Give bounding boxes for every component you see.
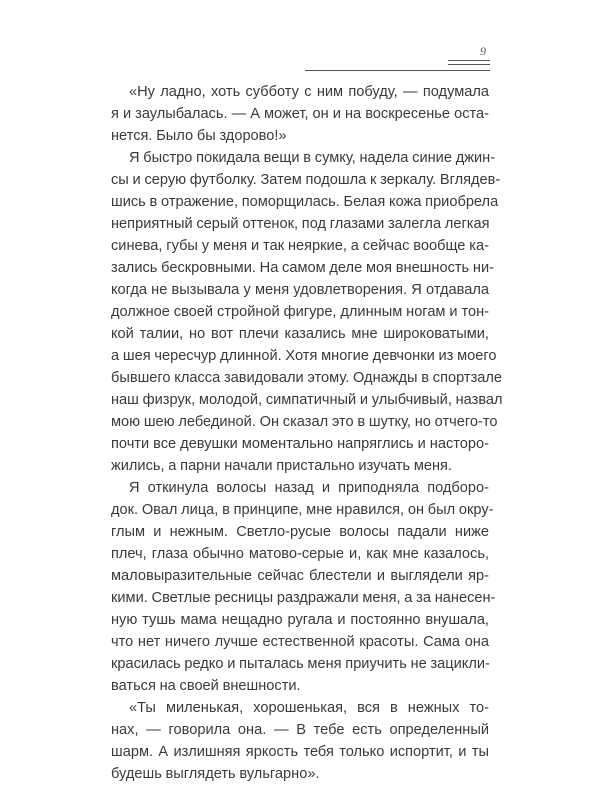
text-line: должное своей стройной фигуре, длинным ногам и тон-	[111, 304, 489, 320]
text-line: будешь выглядеть вульгарно».	[111, 766, 320, 782]
page-number: 9	[480, 44, 486, 58]
text-line: почти все девушки моментально напряглись и насторо-	[111, 436, 489, 452]
text-line: глым и нежным. Светло-русые волосы падали ниже	[111, 524, 489, 540]
text-line: кой талии, но вот плечи казались мне широковатыми,	[111, 326, 489, 342]
text-line: маловыразительные сейчас блестели и выглядели яр-	[111, 568, 489, 584]
text-line: Я откинула волосы назад и приподняла подборо-	[129, 480, 489, 496]
header-rule-1	[448, 60, 490, 61]
text-line: что нет ничего лучше естественной красоты. Сама она	[111, 634, 489, 650]
text-line: я и заулыбалась. — А может, он и на воскресенье оста-	[111, 106, 489, 122]
text-line: неприятный серый оттенок, под глазами залегла легкая	[111, 216, 490, 232]
body-text	[111, 81, 503, 785]
paragraph	[111, 147, 503, 477]
text-line: красилась редко и пыталась меня приучить не зацикли-	[111, 656, 490, 672]
text-line: шарм. А излишняя яркость тебя только испортит, и ты	[111, 744, 489, 760]
text-line: когда не вызывала у меня удовлетворения. Я отдавала	[111, 282, 489, 298]
text-line: док. Овал лица, в принципе, мне нравился, он был окру-	[111, 502, 494, 518]
text-line: синева, губы у меня и так неяркие, а сейчас вообще ка-	[111, 238, 489, 254]
text-line: нах, — говорила она. — В тебе есть определенный	[111, 722, 489, 738]
text-line: наш физрук, молодой, симпатичный и улыбчивый, назвал	[111, 392, 503, 408]
paragraph	[111, 477, 496, 697]
text-line: «Ну ладно, хоть субботу с ним побуду, — подумала	[129, 84, 489, 100]
paragraph	[111, 81, 489, 147]
text-line: сы и серую футболку. Затем подошла к зеркалу. Вглядев-	[111, 172, 501, 188]
text-line: жились, а парни начали пристально изучать меня.	[111, 458, 452, 474]
header-rule-2	[448, 64, 490, 65]
header-rule-3	[305, 70, 490, 71]
text-line: нется. Было бы здорово!»	[111, 128, 287, 144]
text-line: плеч, глаза обычно матово-серые и, как мне казалось,	[111, 546, 489, 562]
paragraph	[111, 697, 489, 785]
text-line: ваться на своей внешности.	[111, 678, 301, 694]
text-line: а шея чересчур длинной. Хотя многие девчонки из моего	[111, 348, 497, 364]
text-line: кими. Светлые ресницы раздражали меня, а за нанесен-	[111, 590, 496, 606]
text-line: мою шею лебединой. Он сказал это в шутку, но отчего-то	[111, 414, 498, 430]
text-line: зались бескровными. На самом деле моя внешность ни-	[111, 260, 494, 276]
text-line: Я быстро покидала вещи в сумку, надела синие джин-	[129, 150, 496, 166]
text-line: бывшего класса завидовали этому. Однажды в спортзале	[111, 370, 503, 386]
text-line: шись в отражение, поморщилась. Белая кожа приобрела	[111, 194, 499, 210]
text-line: «Ты миленькая, хорошенькая, вся в нежных то-	[129, 700, 489, 716]
text-line: ную тушь мама нещадно ругала и постоянно внушала,	[111, 612, 489, 628]
